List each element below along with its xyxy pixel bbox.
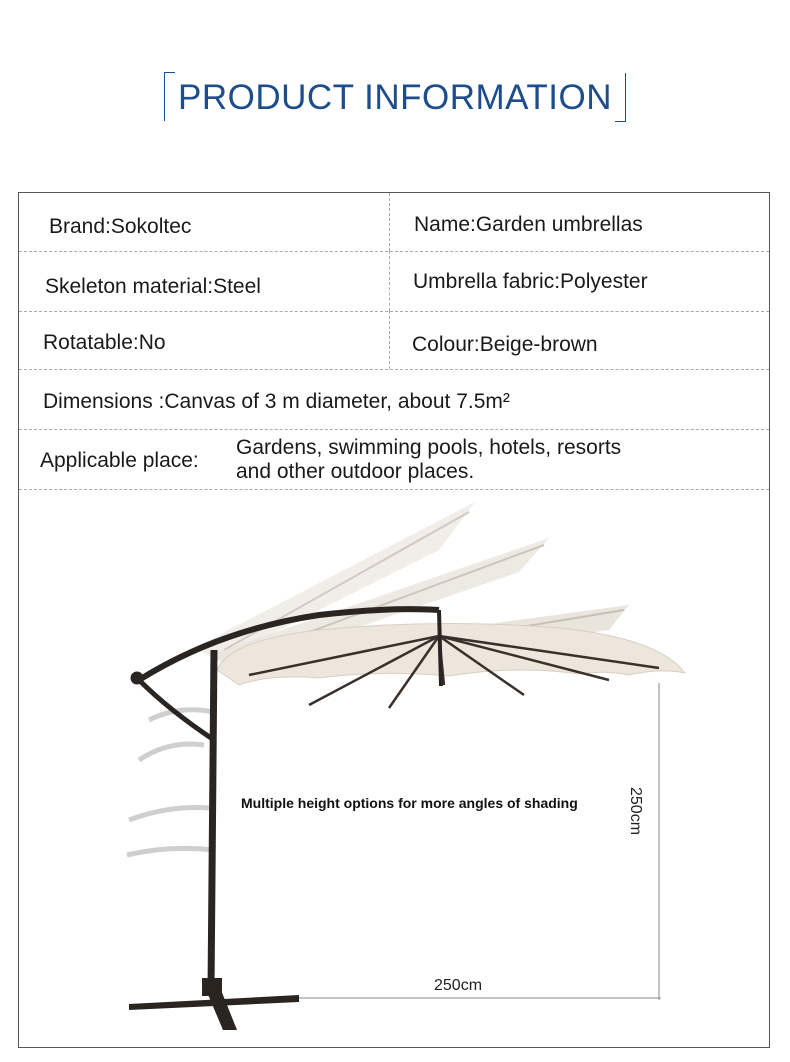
column-divider bbox=[389, 251, 390, 311]
spec-row-4 bbox=[19, 369, 769, 430]
fabric-value: Umbrella fabric:Polyester bbox=[413, 270, 648, 293]
dimensions-value: Dimensions :Canvas of 3 m diameter, about 7.5m² bbox=[43, 390, 510, 413]
column-divider bbox=[389, 311, 390, 369]
dimension-lines bbox=[299, 683, 661, 1000]
ghost-arm-1 bbox=[139, 744, 204, 760]
colour-value: Colour:Beige-brown bbox=[412, 333, 598, 356]
spec-row-1 bbox=[19, 193, 769, 252]
name-value: Name:Garden umbrellas bbox=[414, 213, 643, 236]
applicable-line-2: and other outdoor places. bbox=[236, 460, 475, 483]
rotatable-value: Rotatable:No bbox=[43, 331, 166, 354]
page-title: PRODUCT INFORMATION bbox=[177, 78, 613, 117]
title-frame bbox=[164, 68, 626, 120]
ghost-arm-2 bbox=[129, 808, 209, 821]
column-divider bbox=[389, 193, 390, 251]
hanging-pole bbox=[439, 610, 441, 686]
title-wrapper bbox=[0, 68, 790, 120]
applicable-label: Applicable place: bbox=[40, 449, 199, 472]
umbrella-illustration bbox=[19, 490, 769, 1047]
caption-text: Multiple height options for more angles of shading bbox=[241, 795, 578, 811]
skeleton-value: Skeleton material:Steel bbox=[45, 275, 261, 298]
height-label: 250cm bbox=[627, 787, 644, 836]
main-pole bbox=[211, 650, 214, 990]
umbrella-drawing bbox=[19, 490, 769, 1047]
spec-row-2 bbox=[19, 251, 769, 312]
main-canopy bbox=[217, 623, 685, 708]
ghost-arm-3 bbox=[127, 848, 214, 855]
product-info-frame bbox=[18, 192, 770, 1048]
crank-handle bbox=[131, 672, 143, 684]
cross-base bbox=[129, 978, 299, 1030]
spec-row-3 bbox=[19, 311, 769, 370]
spec-row-5 bbox=[19, 429, 769, 490]
applicable-text bbox=[236, 436, 621, 484]
applicable-line-1: Gardens, swimming pools, hotels, resorts bbox=[236, 436, 622, 459]
width-label: 250cm bbox=[434, 977, 483, 994]
base-hub bbox=[202, 978, 222, 996]
brand-value: Brand:Sokoltec bbox=[49, 215, 192, 238]
